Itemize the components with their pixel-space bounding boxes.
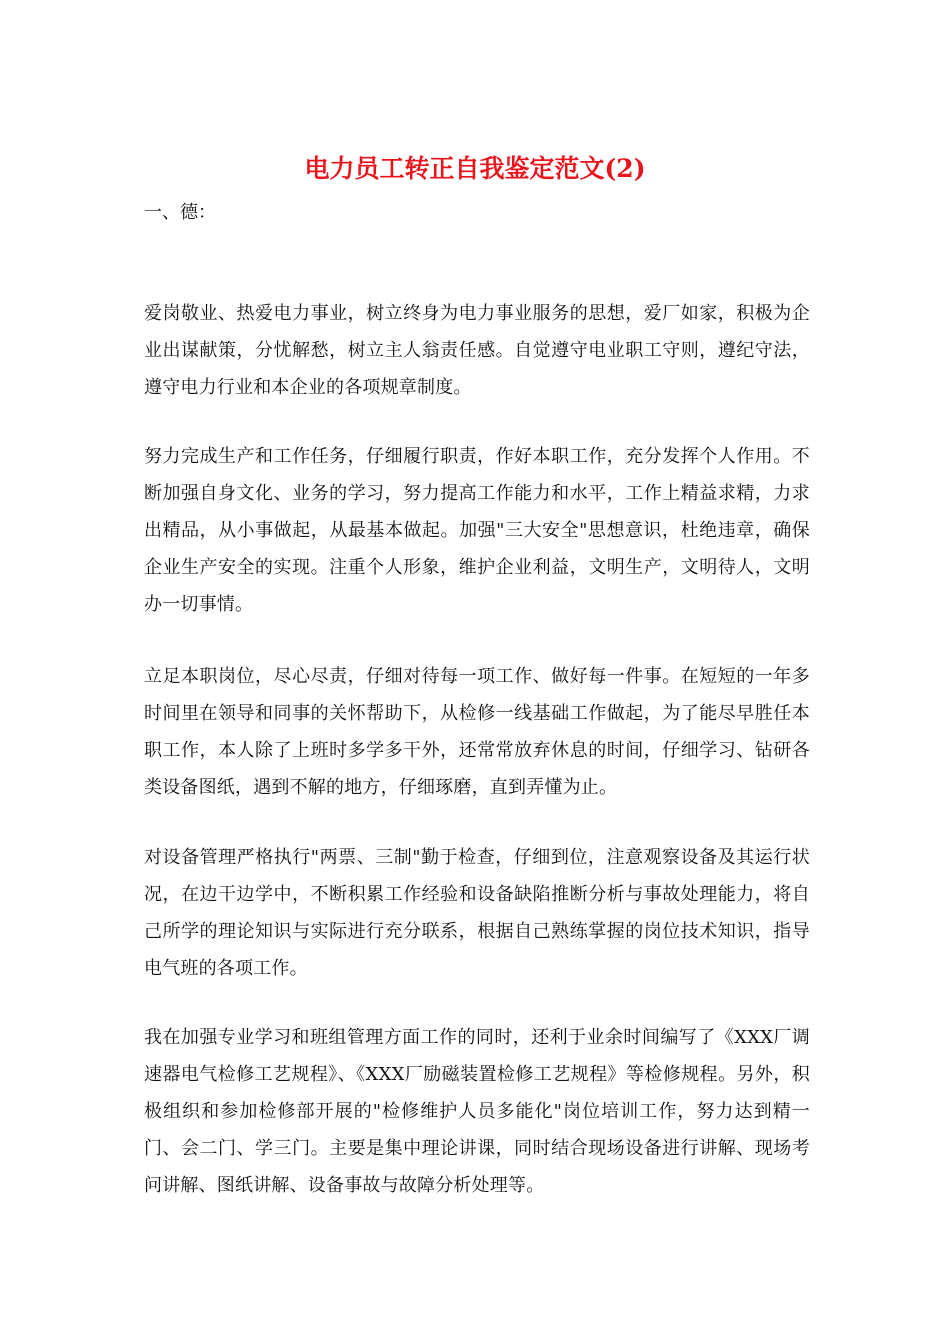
section-heading-virtue: 一、德：: [144, 202, 216, 223]
paragraph-3: 立足本职岗位，尽心尽责，仔细对待每一项工作、做好每一件事。在短短的一年多时间里在领导和同事的关怀帮助下，从检修一线基础工作做起，为了能尽早胜任本职工作，本人除了上班时多学多干外，还常常放弃休息的时间，仔细学习、钻研各类设备图纸，遇到不解的地方，仔细琢磨，直到弄懂为止。: [144, 666, 810, 798]
paragraph-4: 对设备管理严格执行"两票、三制"勤于检查，仔细到位，注意观察设备及其运行状况，在边干边学中，不断积累工作经验和设备缺陷推断分析与事故处理能力，将自己所学的理论知识与实际进行充分联系，根据自己熟练掌握的岗位技术知识，指导电气班的各项工作。: [144, 847, 810, 979]
paragraph-1: 爱岗敬业、热爱电力事业，树立终身为电力事业服务的思想，爱厂如家，积极为企业出谋献策，分忧解愁，树立主人翁责任感。自觉遵守电业职工守则，遵纪守法，遵守电力行业和本企业的各项规章制度。: [144, 303, 810, 398]
paragraph-2: 努力完成生产和工作任务，仔细履行职责，作好本职工作，充分发挥个人作用。不断加强自身文化、业务的学习，努力提高工作能力和水平，工作上精益求精，力求出精品，从小事做起，从最基本做起。加强"三大安全"思想意识，杜绝违章，确保企业生产安全的实现。注重个人形象，维护企业利益，文明生产，文明待人，文明办一切事情。: [144, 446, 810, 615]
document-title: 电力员工转正自我鉴定范文(2): [304, 154, 646, 183]
paragraph-5: 我在加强专业学习和班组管理方面工作的同时，还利于业余时间编写了《XXX厂调速器电气检修工艺规程》、《XXX厂励磁装置检修工艺规程》等检修规程。另外，积极组织和参加检修部开展的"检修维护人员多能化"岗位培训工作，努力达到精一门、会二门、学三门。主要是集中理论讲课，同时结合现场设备进行讲解、现场考问讲解、图纸讲解、设备事故与故障分析处理等。: [144, 1027, 810, 1196]
